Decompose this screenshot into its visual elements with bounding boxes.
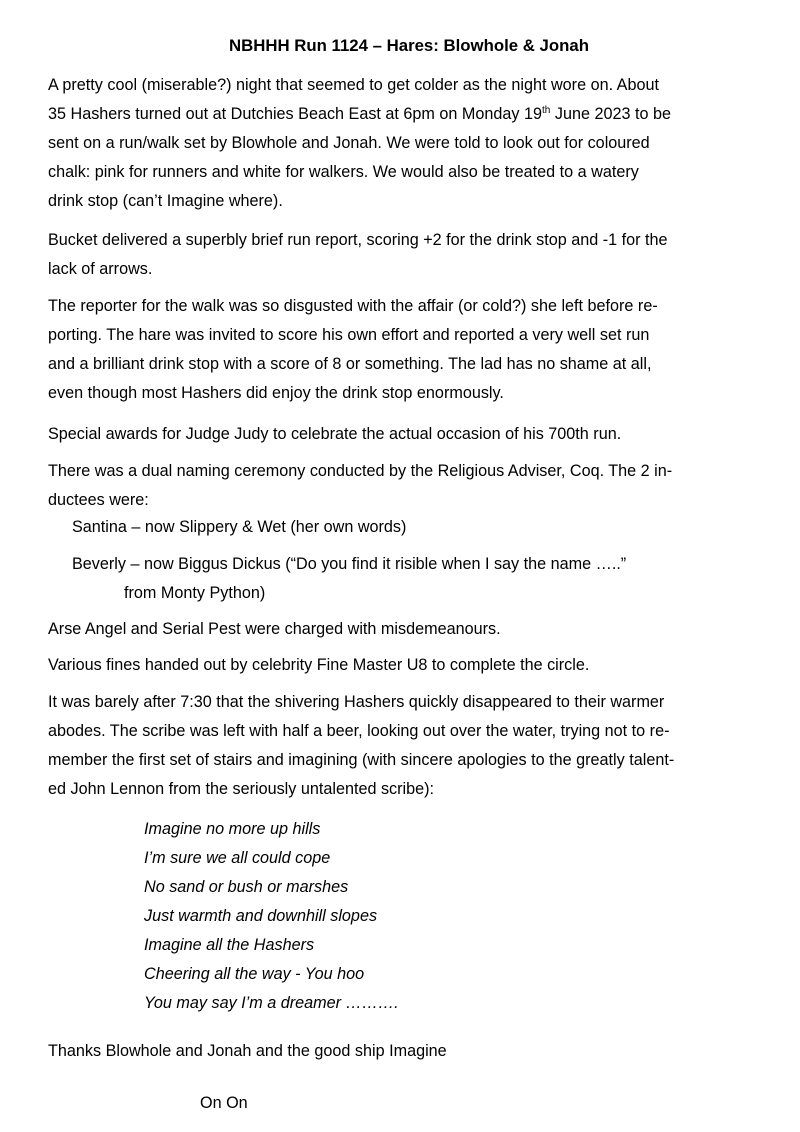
- inductee-beverly: [48, 550, 773, 608]
- intro-line: drink stop (can’t Imagine where).: [48, 192, 283, 210]
- closing-line: ed John Lennon from the seriously untalented scribe):: [48, 780, 435, 798]
- poem-line: Imagine all the Hashers: [144, 936, 315, 954]
- fines-paragraph: [48, 651, 773, 680]
- ordinal-suffix: th: [542, 105, 551, 116]
- sign-off: [48, 1089, 773, 1118]
- intro-line-text: June 2023 to be: [550, 105, 671, 123]
- special-awards-paragraph: [48, 420, 773, 449]
- poem-line: I’m sure we all could cope: [144, 849, 331, 867]
- intro-line: sent on a run/walk set by Blowhole and Jonah. We were told to look out for coloured: [48, 134, 650, 152]
- intro-line: A pretty cool (miserable?) night that seemed to get colder as the night wore on. About: [48, 76, 659, 94]
- intro-line: chalk: pink for runners and white for walkers. We would also be treated to a watery: [48, 163, 639, 181]
- inductee-santina: [48, 513, 773, 542]
- walk-report-line: The reporter for the walk was so disgusted with the affair (or cold?) she left before re-: [48, 297, 658, 315]
- closing-line: member the first set of stairs and imagining (with sincere apologies to the greatly talent-: [48, 751, 675, 769]
- naming-line: There was a dual naming ceremony conducted by the Religious Adviser, Coq. The 2 in-: [48, 462, 673, 480]
- intro-paragraph: [48, 71, 773, 216]
- walk-report-line: and a brilliant drink stop with a score of 8 or something. The lad has no shame at all,: [48, 355, 652, 373]
- thanks-line: Thanks Blowhole and Jonah and the good ship Imagine: [48, 1042, 447, 1060]
- walk-report-paragraph: [48, 292, 773, 408]
- charges-paragraph: [48, 615, 773, 644]
- naming-paragraph: [48, 457, 773, 515]
- thanks-paragraph: [48, 1037, 773, 1066]
- fines-line: Various fines handed out by celebrity Fine Master U8 to complete the circle.: [48, 656, 590, 674]
- closing-paragraph: [48, 688, 773, 804]
- inductee-line: from Monty Python): [124, 584, 266, 602]
- poem-line: Imagine no more up hills: [144, 820, 321, 838]
- inductee-line: Beverly – now Biggus Dickus (“Do you find it risible when I say the name …..”: [72, 555, 627, 573]
- intro-line: [48, 100, 773, 129]
- walk-report-line: porting. The hare was invited to score his own effort and reported a very well set run: [48, 326, 650, 344]
- run-report-paragraph: [48, 226, 773, 284]
- closing-line: abodes. The scribe was left with half a beer, looking out over the water, trying not to re-: [48, 722, 670, 740]
- walk-report-line: even though most Hashers did enjoy the drink stop enormously.: [48, 384, 504, 402]
- document-title: NBHHH Run 1124 – Hares: Blowhole & Jonah: [229, 36, 589, 55]
- poem-line: Cheering all the way - You hoo: [144, 965, 365, 983]
- intro-line-text: 35 Hashers turned out at Dutchies Beach East at 6pm on Monday 19: [48, 105, 543, 123]
- poem-line: Just warmth and downhill slopes: [144, 907, 378, 925]
- run-report-line: Bucket delivered a superbly brief run report, scoring +2 for the drink stop and -1 for the: [48, 231, 668, 249]
- run-report-line: lack of arrows.: [48, 260, 153, 278]
- naming-line: ductees were:: [48, 491, 149, 509]
- poem: [48, 815, 773, 1018]
- special-awards-line: Special awards for Judge Judy to celebrate the actual occasion of his 700th run.: [48, 425, 622, 443]
- closing-line: It was barely after 7:30 that the shivering Hashers quickly disappeared to their warmer: [48, 693, 665, 711]
- poem-line: No sand or bush or marshes: [144, 878, 349, 896]
- inductee-line: Santina – now Slippery & Wet (her own words): [72, 518, 407, 536]
- poem-line: You may say I’m a dreamer ……….: [144, 994, 399, 1012]
- sign-off-line: On On: [200, 1094, 248, 1112]
- charges-line: Arse Angel and Serial Pest were charged with misdemeanours.: [48, 620, 501, 638]
